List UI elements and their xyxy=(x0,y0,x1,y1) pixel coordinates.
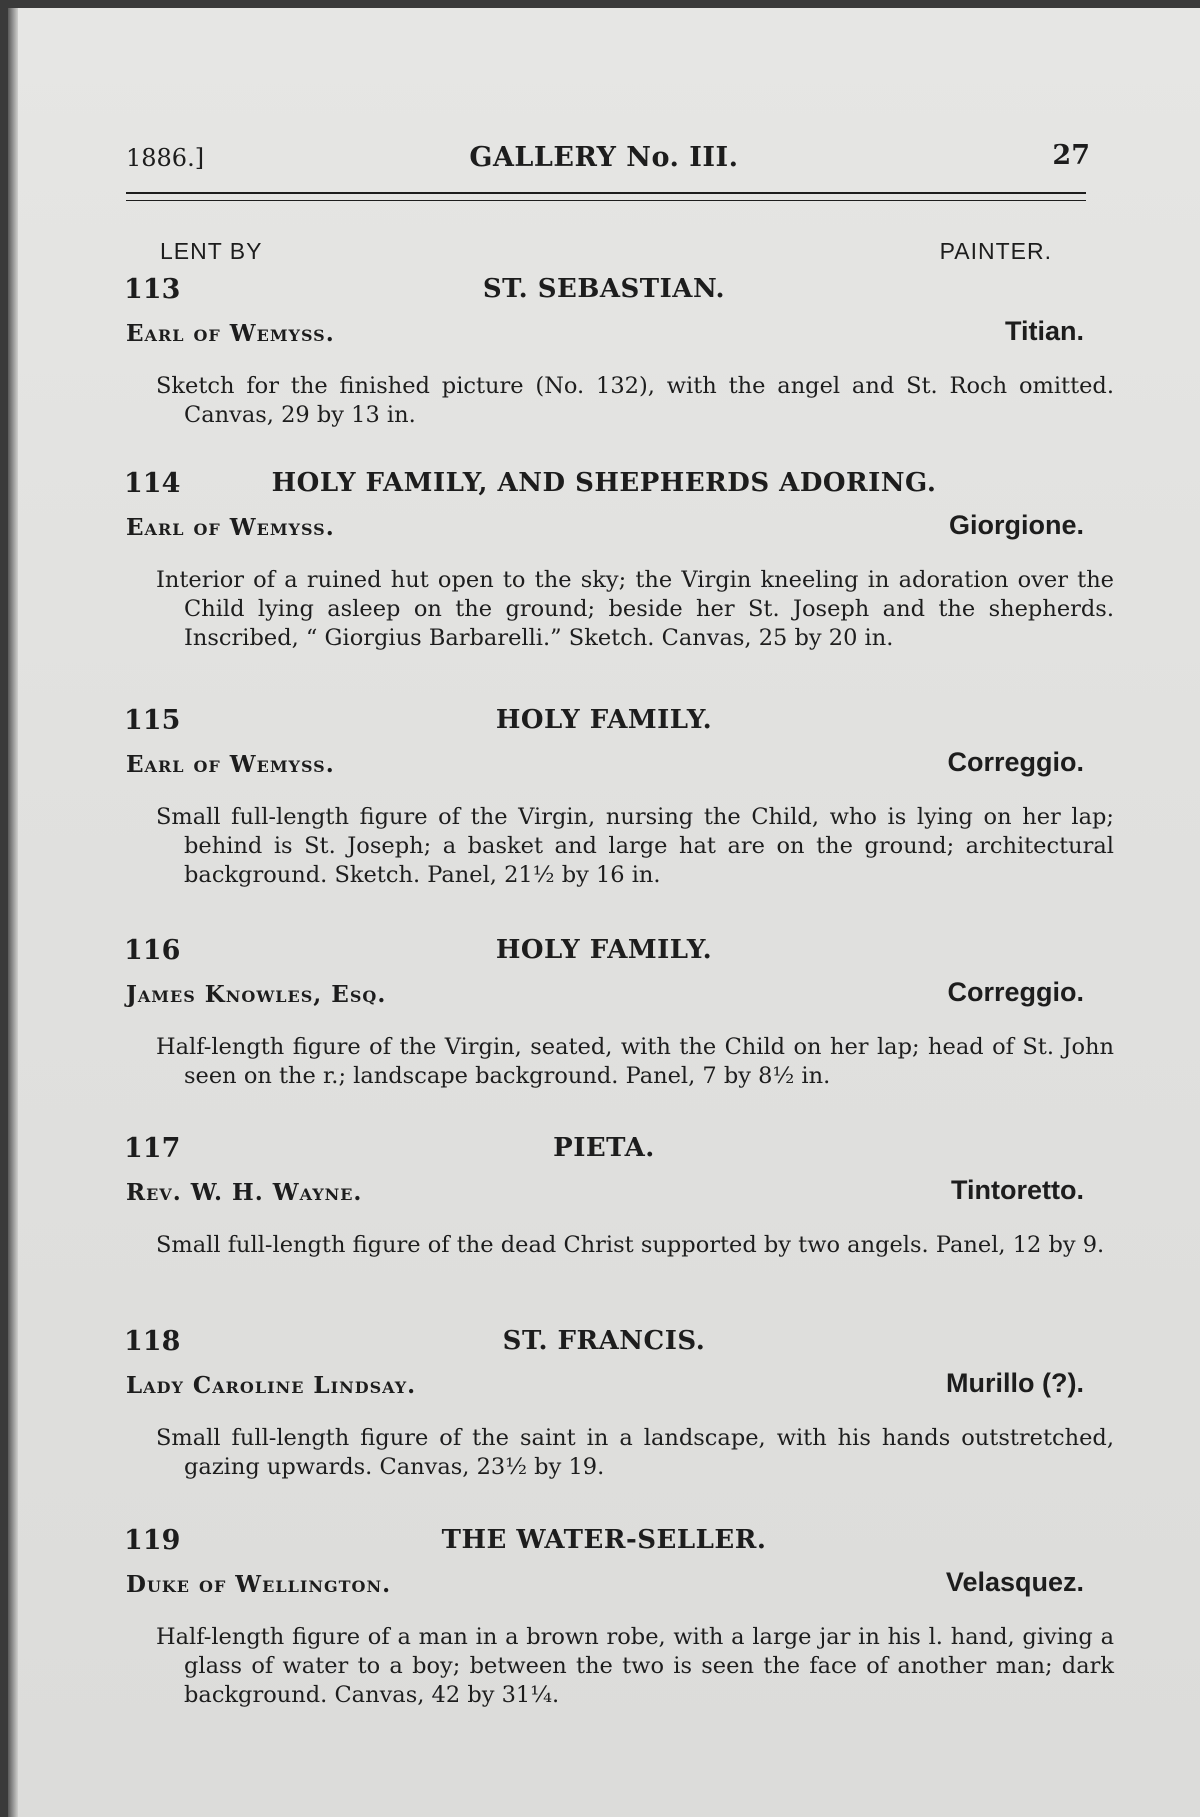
entry-painter: Murillo (?). xyxy=(946,1368,1084,1398)
header-rule-thin xyxy=(126,200,1086,201)
entry-lender: Earl of Wemyss. xyxy=(126,751,335,778)
entry-description: Half-length figure of the Virgin, seated, with the Child on her lap; head of St. John seen on the r.; landscape background. Panel, 7 by 8½ in. xyxy=(156,1034,1114,1089)
header-rule-thick xyxy=(126,192,1086,194)
entry-painter: Giorgione. xyxy=(949,510,1084,540)
entry-description: Small full-length figure of the dead Christ supported by two angels. Panel, 12 by 9. xyxy=(156,1232,1105,1258)
entry-title: HOLY FAMILY. xyxy=(495,935,713,965)
entry-description: Half-length figure of a man in a brown robe, with a large jar in his l. hand, giving a glass of water to a boy; between the two is seen the face of another man; dark background. Canvas, 42 by 31¼. xyxy=(156,1624,1114,1708)
entry-lender: Lady Caroline Lindsay. xyxy=(126,1372,417,1399)
entry-title: PIETA. xyxy=(553,1133,655,1163)
entry-title: HOLY FAMILY, AND SHEPHERDS ADORING. xyxy=(271,468,937,498)
entry-title: ST. SEBASTIAN. xyxy=(482,274,726,304)
entry-description: Sketch for the finished picture (No. 132), with the angel and St. Roch omitted. Canvas, 29 by 13 in. xyxy=(156,373,1114,428)
entry-painter: Titian. xyxy=(1004,316,1084,346)
entry-number: 116 xyxy=(124,935,181,966)
entry-description: Small full-length figure of the saint in a landscape, with his hands outstretched, gazing upwards. Canvas, 23½ by 19. xyxy=(156,1425,1114,1480)
running-head xyxy=(8,140,1200,180)
catalogue-page xyxy=(8,8,1200,1817)
column-heading-painter: PAINTER. xyxy=(939,238,1052,264)
entry-number: 113 xyxy=(124,274,181,305)
entry-lender: Duke of Wellington. xyxy=(126,1571,392,1598)
entry-lender: Earl of Wemyss. xyxy=(126,514,335,541)
entry-lender: Earl of Wemyss. xyxy=(126,320,335,347)
column-heading-lent-by: LENT BY xyxy=(160,238,263,264)
entry-title: HOLY FAMILY. xyxy=(495,705,713,735)
entry-title: THE WATER-SELLER. xyxy=(441,1525,767,1555)
entry-painter: Correggio. xyxy=(947,977,1084,1007)
entry-painter: Tintoretto. xyxy=(951,1175,1084,1205)
entry-number: 119 xyxy=(124,1525,181,1556)
entry-painter: Velasquez. xyxy=(945,1567,1084,1597)
header-year: 1886.] xyxy=(126,144,205,172)
entry-painter: Correggio. xyxy=(947,747,1084,777)
entry-number: 118 xyxy=(124,1326,181,1357)
entry-number: 114 xyxy=(124,468,181,499)
page-number: 27 xyxy=(1052,140,1090,171)
entry-title: ST. FRANCIS. xyxy=(502,1326,706,1356)
entry-number: 115 xyxy=(124,705,181,736)
entry-description: Small full-length figure of the Virgin, nursing the Child, who is lying on her lap; behind is St. Joseph; a basket and large hat are on the ground; architectural background. Sketch. Panel, 21½ by 16 in. xyxy=(156,804,1114,888)
entry-lender: Rev. W. H. Wayne. xyxy=(126,1179,363,1206)
entry-number: 117 xyxy=(124,1133,181,1164)
entry-description: Interior of a ruined hut open to the sky; the Virgin kneeling in adoration over the Child lying asleep on the ground; beside her St. Joseph and the shepherds. Inscribed, “ Giorgius Barbarelli.” Sketch. Canvas, 25 by 20 in. xyxy=(156,567,1114,651)
header-title: GALLERY No. III. xyxy=(469,142,739,173)
entry-lender: James Knowles, Esq. xyxy=(126,981,387,1008)
